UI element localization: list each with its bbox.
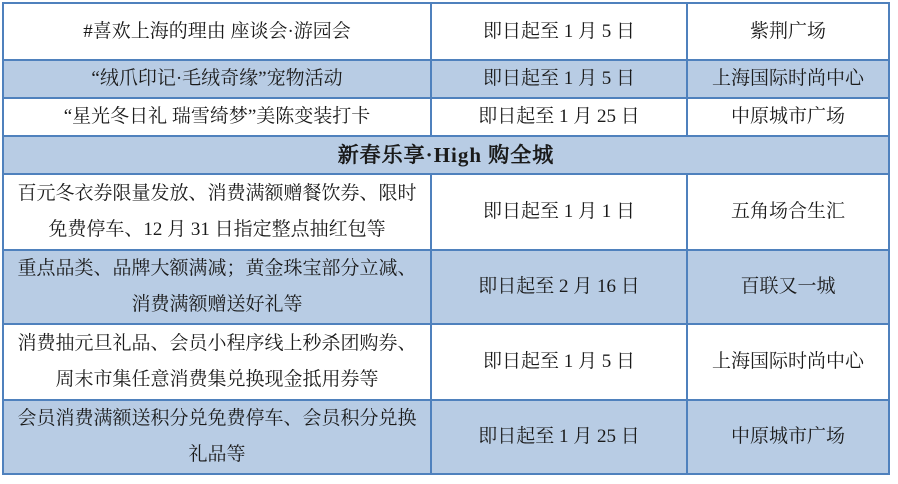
- table-row: [3, 98, 889, 136]
- venue-cell: 五角场合生汇: [687, 174, 889, 250]
- venue-cell: 中原城市广场: [687, 98, 889, 136]
- date-cell: 即日起至 1 月 5 日: [431, 3, 687, 60]
- date-cell: 即日起至 1 月 5 日: [431, 324, 687, 400]
- date-cell: 即日起至 1 月 25 日: [431, 400, 687, 474]
- date-cell: 即日起至 2 月 16 日: [431, 250, 687, 324]
- venue-cell: 上海国际时尚中心: [687, 324, 889, 400]
- table-row: [3, 174, 889, 250]
- activity-cell: “绒爪印记·毛绒奇缘”宠物活动: [3, 60, 431, 98]
- table-row: [3, 250, 889, 324]
- table-row: [3, 400, 889, 474]
- table-row: [3, 324, 889, 400]
- date-cell: 即日起至 1 月 1 日: [431, 174, 687, 250]
- venue-cell: 紫荆广场: [687, 3, 889, 60]
- date-cell: 即日起至 1 月 25 日: [431, 98, 687, 136]
- events-table: [2, 2, 890, 475]
- venue-cell: 中原城市广场: [687, 400, 889, 474]
- activity-cell: 消费抽元旦礼品、会员小程序线上秒杀团购券、周末市集任意消费集兑换现金抵用券等: [3, 324, 431, 400]
- section-title: 新春乐享·High 购全城: [3, 136, 889, 174]
- activity-cell: #喜欢上海的理由 座谈会·游园会: [3, 3, 431, 60]
- date-cell: 即日起至 1 月 5 日: [431, 60, 687, 98]
- activity-cell: 会员消费满额送积分兑免费停车、会员积分兑换礼品等: [3, 400, 431, 474]
- section-header-row: [3, 136, 889, 174]
- venue-cell: 上海国际时尚中心: [687, 60, 889, 98]
- table-row: [3, 3, 889, 60]
- table-row: [3, 60, 889, 98]
- activity-cell: “星光冬日礼 瑞雪绮梦”美陈变装打卡: [3, 98, 431, 136]
- venue-cell: 百联又一城: [687, 250, 889, 324]
- activity-cell: 百元冬衣券限量发放、消费满额赠餐饮券、限时免费停车、12 月 31 日指定整点抽红包等: [3, 174, 431, 250]
- events-table-body: [3, 3, 889, 474]
- activity-cell: 重点品类、品牌大额满减；黄金珠宝部分立减、消费满额赠送好礼等: [3, 250, 431, 324]
